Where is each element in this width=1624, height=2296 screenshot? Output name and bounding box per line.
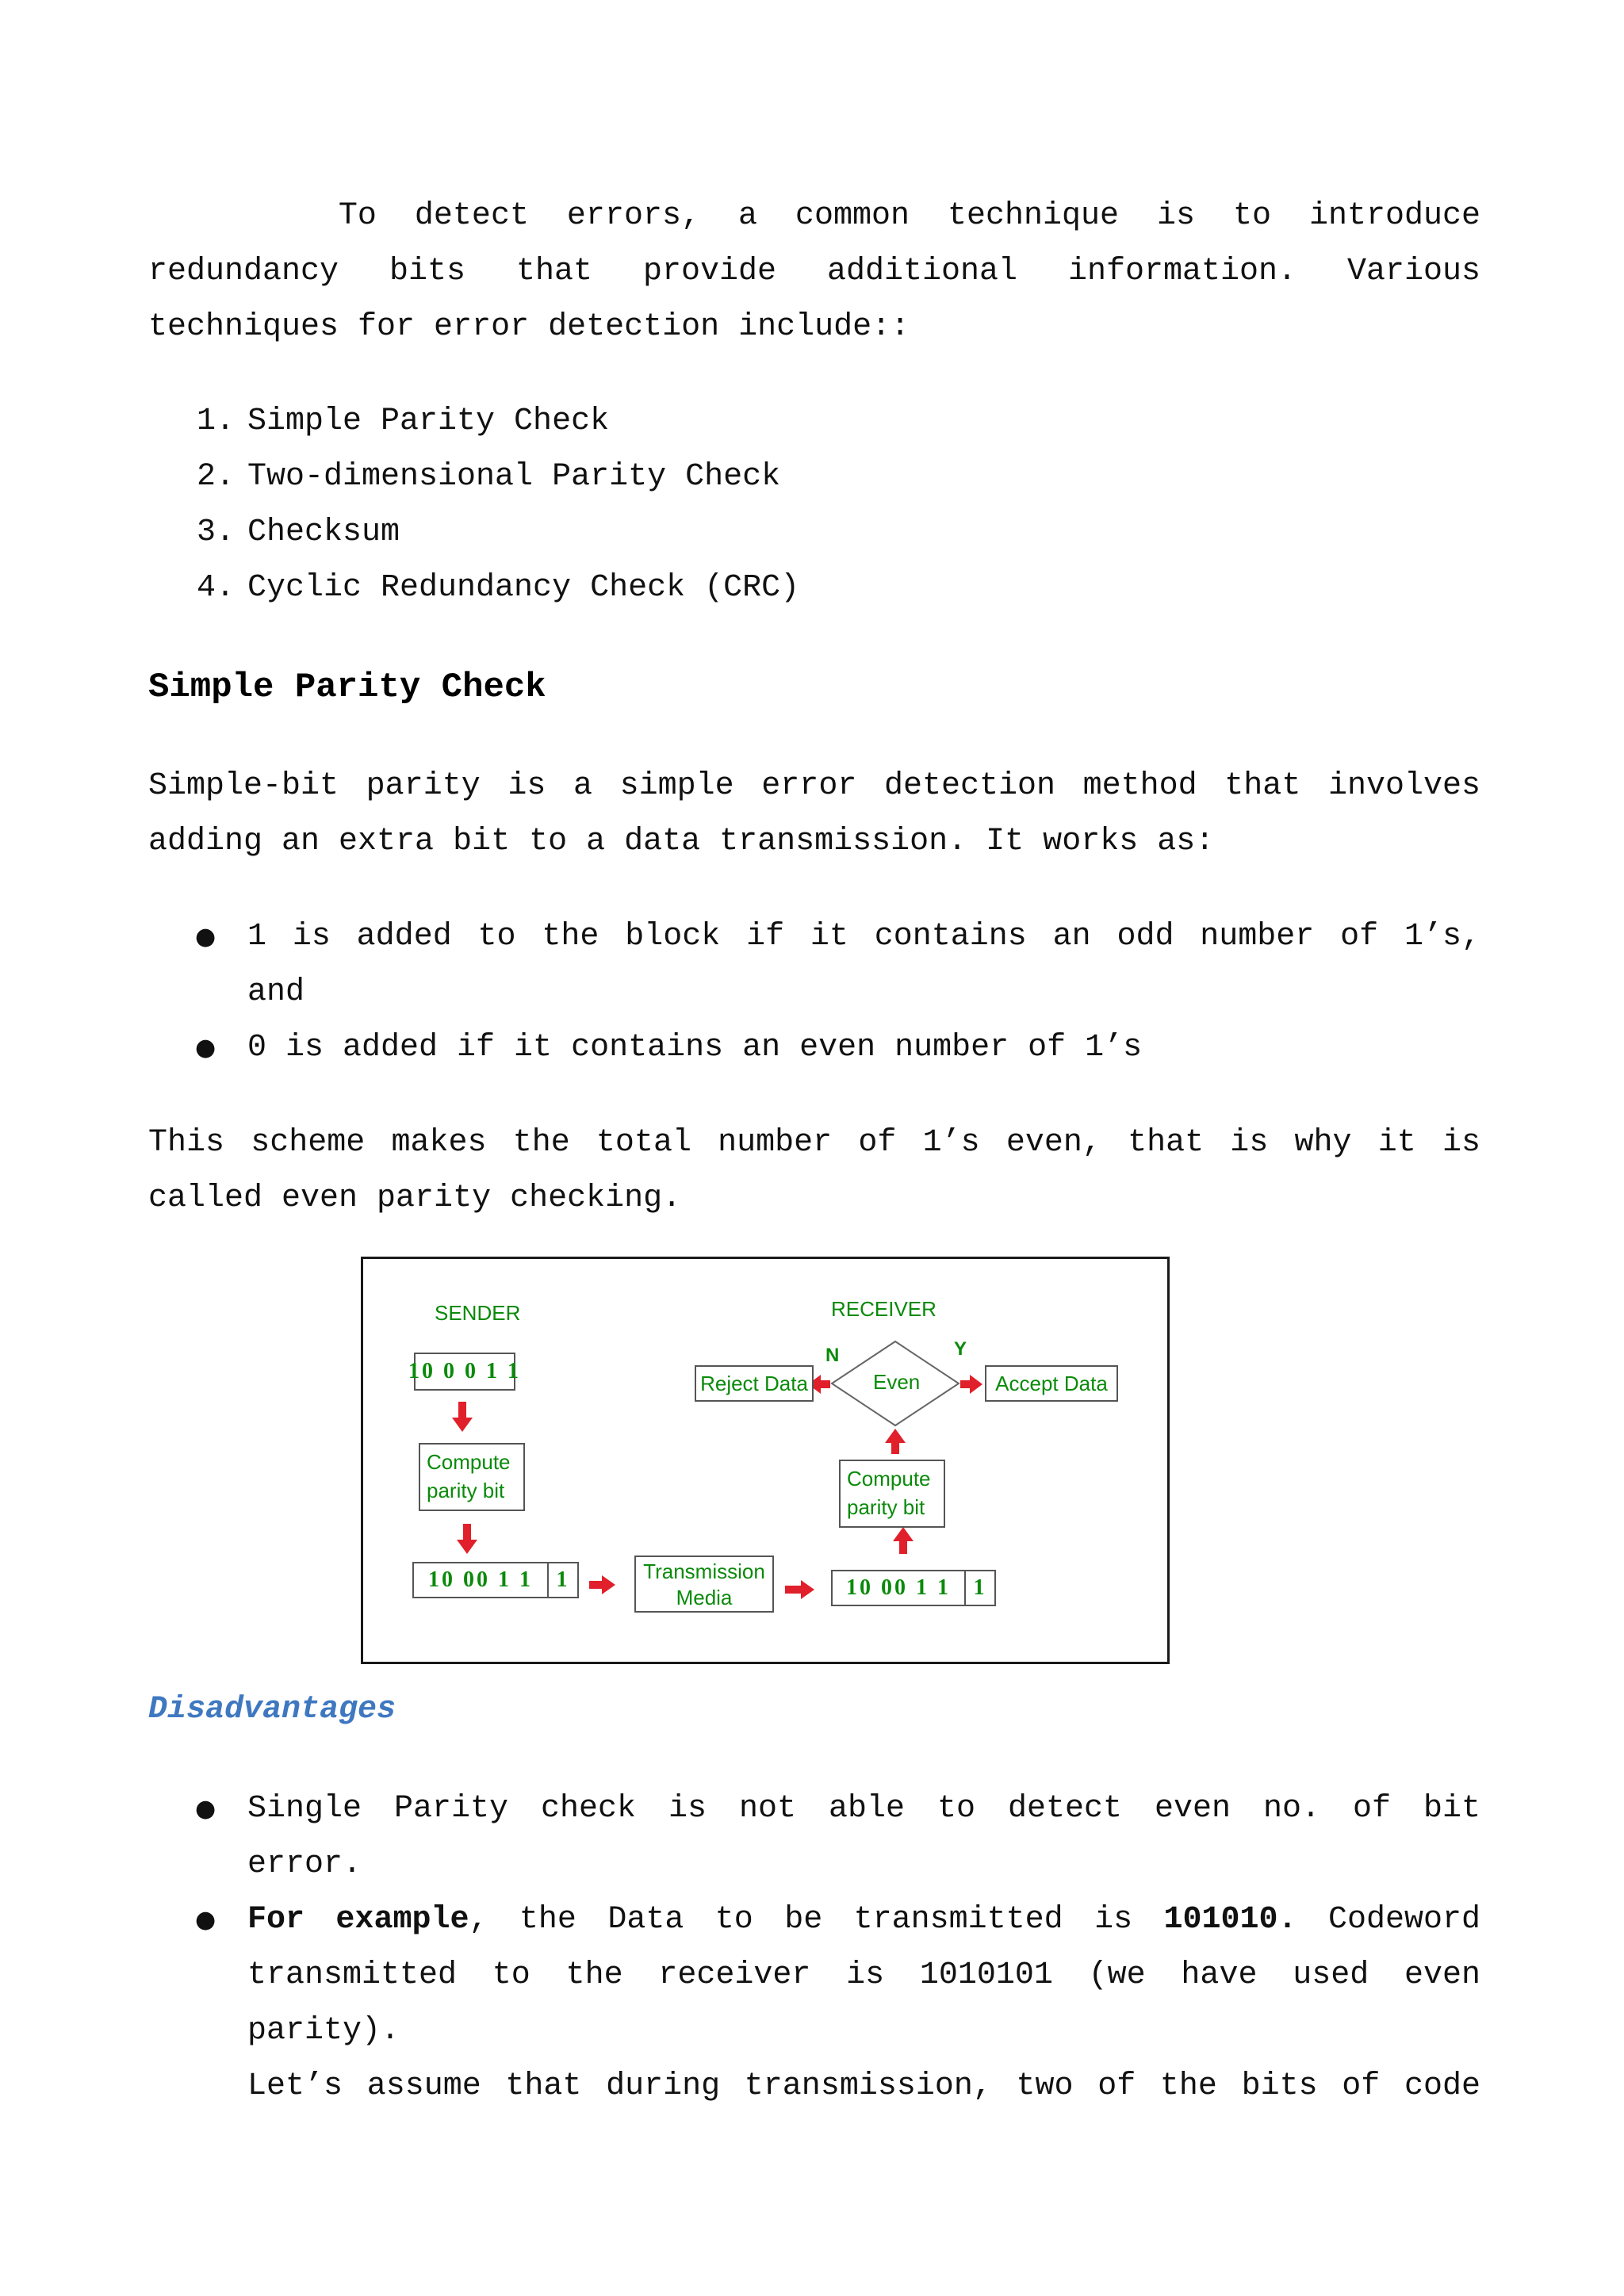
arrow-right-icon	[785, 1580, 814, 1599]
arrow-right-icon	[960, 1375, 982, 1394]
list-item-label: Two-dimensional Parity Check	[247, 459, 781, 495]
intro-line-1: To detect errors, a common technique is to introduce	[148, 198, 1480, 234]
bullet-1-line-2: and	[247, 974, 305, 1010]
arrow-down-icon	[452, 1402, 473, 1432]
section-para2-line-1: This scheme makes the total number of 1’s even, that is why it is	[148, 1125, 1480, 1161]
reject-data-box	[695, 1365, 814, 1402]
disadvantage-2-line-1	[247, 1892, 1480, 1948]
bullet-icon: ●	[195, 1034, 216, 1062]
disadvantage-1-line-1: Single Parity check is not able to detect even no. of bit	[247, 1791, 1480, 1827]
bullet-2-line-1: 0 is added if it contains an even number of 1’s	[247, 1030, 1143, 1066]
no-label: N	[825, 1345, 840, 1366]
list-number: 3.	[197, 515, 236, 550]
arrow-right-icon	[589, 1575, 615, 1594]
receiver-compute-line-2: parity bit	[847, 1495, 925, 1519]
section-para1-line-1: Simple-bit parity is a simple error detection method that involves	[148, 768, 1480, 804]
disadvantage-1-line-2: error.	[247, 1846, 362, 1882]
intro-line-2: redundancy bits that provide additional information. Various	[148, 254, 1480, 289]
example-text-a: , the Data to be transmitted is	[469, 1902, 1164, 1938]
intro-line-3: techniques for error detection include::	[148, 309, 910, 345]
receiver-codeword-box	[831, 1570, 996, 1606]
list-item-label: Simple Parity Check	[247, 404, 610, 439]
yes-label: Y	[954, 1338, 967, 1360]
sender-codeword-parity: 1	[556, 1567, 570, 1592]
section-para2-line-2: called even parity checking.	[148, 1181, 682, 1216]
bullet-icon: ●	[195, 923, 216, 951]
disadvantage-2-line-3: parity).	[247, 2013, 400, 2049]
example-data: 101010.	[1163, 1902, 1297, 1938]
parity-check-diagram	[361, 1257, 1170, 1664]
arrow-up-icon	[893, 1527, 914, 1554]
sender-data: 10 0 0 1 1	[408, 1359, 521, 1383]
bullet-icon: ●	[195, 1906, 216, 1934]
bullet-icon: ●	[195, 1795, 216, 1823]
transmission-line-2: Media	[676, 1586, 733, 1609]
section-para1-line-2: adding an extra bit to a data transmission. It works as:	[148, 824, 1215, 859]
disadvantage-2-line-4: Let’s assume that during transmission, two of the bits of code	[247, 2068, 1480, 2104]
example-label: For example	[247, 1902, 469, 1938]
sender-compute-line-1: Compute	[427, 1450, 511, 1474]
receiver-codeword-parity: 1	[973, 1575, 987, 1600]
sender-compute-box	[419, 1443, 525, 1511]
example-text-b: Codeword	[1297, 1902, 1480, 1938]
sender-data-box	[408, 1353, 521, 1391]
list-item-label: Checksum	[247, 515, 400, 550]
list-number: 1.	[197, 404, 236, 439]
sender-codeword-box	[412, 1562, 579, 1598]
list-number: 2.	[197, 459, 236, 495]
accept-data-label: Accept Data	[995, 1371, 1108, 1395]
receiver-codeword-data: 10 00 1 1	[846, 1575, 951, 1600]
bullet-1-line-1: 1 is added to the block if it contains an odd number of 1’s,	[247, 919, 1480, 955]
arrow-down-icon	[457, 1524, 477, 1554]
arrow-up-icon	[885, 1429, 906, 1454]
sender-compute-line-2: parity bit	[427, 1479, 505, 1502]
disadvantage-2-line-2: transmitted to the receiver is 1010101 (we have used even	[247, 1957, 1480, 1993]
receiver-label: RECEIVER	[831, 1297, 936, 1321]
decision-label: Even	[873, 1370, 921, 1394]
section-heading: Simple Parity Check	[148, 668, 546, 707]
disadvantages-heading: Disadvantages	[148, 1692, 396, 1728]
reject-data-label: Reject Data	[700, 1371, 808, 1395]
sender-label: SENDER	[435, 1301, 521, 1325]
transmission-media-box	[634, 1556, 774, 1613]
list-item-label: Cyclic Redundancy Check (CRC)	[247, 570, 800, 606]
list-number: 4.	[197, 570, 236, 606]
transmission-line-1: Transmission	[643, 1559, 765, 1583]
receiver-compute-line-1: Compute	[847, 1467, 931, 1490]
receiver-compute-box	[839, 1460, 945, 1528]
sender-codeword-data: 10 00 1 1	[428, 1567, 533, 1592]
accept-data-box	[985, 1365, 1118, 1402]
